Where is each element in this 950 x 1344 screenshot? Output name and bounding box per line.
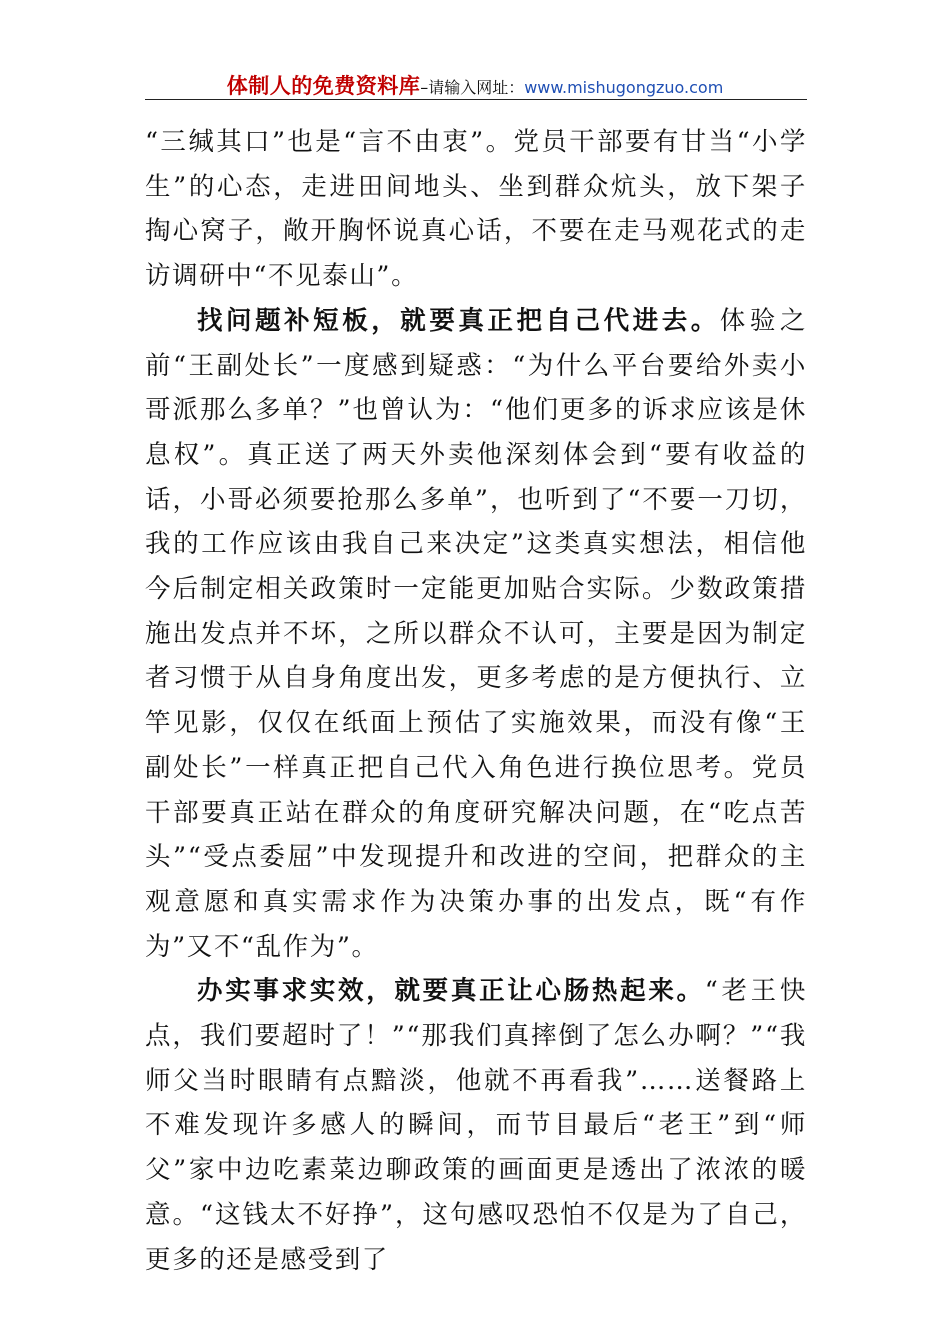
paragraph-1-text: “三缄其口”也是“言不由衷”。党员干部要有甘当“小学生”的心态，走进田间地头、坐到群众炕头，放下架子掏心窝子，敞开胸怀说真心话，不要在走马观花式的走访调研中“不见泰山”。 [145,127,807,292]
paragraph-1 [145,120,807,299]
article-body [145,120,807,1282]
header-hint: –请输入网址： [420,78,525,97]
header-brand: 体制人的免费资料库 [226,74,421,98]
page-header [145,70,805,100]
paragraph-3-text: “老王快点，我们要超时了！”“那我们真摔倒了怎么办啊？”“我师父当时眼睛有点黯淡，他就不再看我”……送餐路上不难发现许多感人的瞬间，而节目最后“老王”到“师父”家中边吃素菜边聊政策的画面更是透出了浓浓的暖意。“这钱太不好挣”，这句感叹恐怕不仅是为了自己，更多的还是感受到了 [145,976,807,1275]
paragraph-2 [145,299,807,970]
header-divider [145,99,807,100]
header-url-link[interactable]: www.mishugongzuo.com [524,78,724,97]
paragraph-2-text: 体验之前“王副处长”一度感到疑惑：“为什么平台要给外卖小哥派那么多单？”也曾认为：“他们更多的诉求应该是休息权”。真正送了两天外卖他深刻体会到“要有收益的话，小哥必须要抢那么多单”，也听到了“不要一刀切，我的工作应该由我自己来决定”这类真实想法，相信他今后制定相关政策时一定能更加贴合实际。少数政策措施出发点并不坏，之所以群众不认可，主要是因为制定者习惯于从自身角度出发，更多考虑的是方便执行、立竿见影，仅仅在纸面上预估了实施效果，而没有像“王副处长”一样真正把自己代入角色进行换位思考。党员干部要真正站在群众的角度研究解决问题，在“吃点苦头”“受点委屈”中发现提升和改进的空间，把群众的主观意愿和真实需求作为决策办事的出发点，既“有作为”又不“乱作为”。 [145,305,808,962]
paragraph-3 [145,969,807,1282]
paragraph-2-lead: 找问题补短板，就要真正把自己代进去。 [197,305,720,336]
paragraph-3-lead: 办实事求实效，就要真正让心肠热起来。 [197,976,705,1007]
